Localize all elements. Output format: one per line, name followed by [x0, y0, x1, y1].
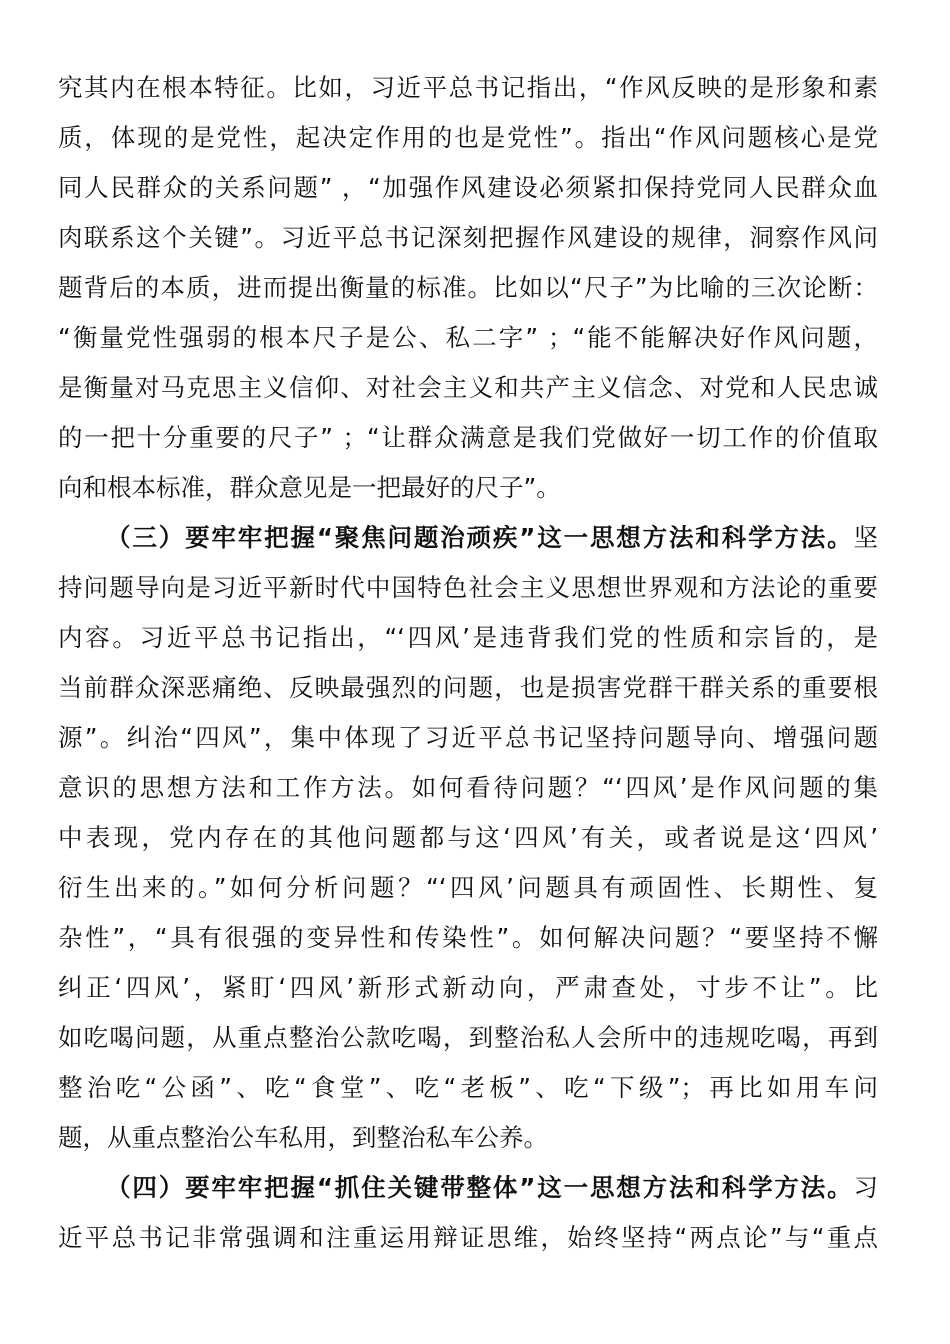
paragraph-line: 如吃喝问题，从重点整治公款吃喝，到整治私人会所中的违规吃喝，再到 [58, 1023, 878, 1052]
paragraph-line: 内容。习近平总书记指出，“‘四风’是违背我们党的性质和宗旨的，是 [58, 623, 878, 652]
paragraph-line: 究其内在根本特征。比如，习近平总书记指出，“作风反映的是形象和素 [58, 73, 878, 102]
paragraph-text: 坚 [853, 523, 878, 552]
section-heading: （三）要牢牢把握“聚焦问题治顽疾”这一思想方法和科学方法。 [106, 523, 854, 552]
paragraph-line: 当前群众深恶痛绝、反映最强烈的问题，也是损害党群干群关系的重要根 [58, 673, 878, 702]
section-heading: （四）要牢牢把握“抓住关键带整体”这一思想方法和科学方法。 [106, 1173, 854, 1202]
paragraph-line: 纠正‘四风’，紧盯‘四风’新形式新动向，严肃查处，寸步不让”。比 [58, 973, 878, 1002]
paragraph-line: 肉联系这个关键”。习近平总书记深刻把握作风建设的规律，洞察作风问 [58, 223, 878, 252]
paragraph-line: 的一把十分重要的尺子” ；“让群众满意是我们党做好一切工作的价值取 [58, 423, 878, 452]
paragraph-line: “衡量党性强弱的根本尺子是公、私二字” ；“能不能解决好作风问题， [58, 323, 878, 352]
paragraph-line: 源”。纠治“四风”，集中体现了习近平总书记坚持问题导向、增强问题 [58, 723, 878, 752]
paragraph-line: 题背后的本质，进而提出衡量的标准。比如以“尺子”为比喻的三次论断： [58, 273, 878, 302]
paragraph-line: 中表现，党内存在的其他问题都与这‘四风’有关，或者说是这‘四风’ [58, 823, 878, 852]
paragraph-line: 向和根本标准，群众意见是一把最好的尺子”。 [58, 473, 561, 502]
paragraph-line: 衍生出来的。”如何分析问题？“‘四风’问题具有顽固性、长期性、复 [58, 873, 878, 902]
paragraph-line: 意识的思想方法和工作方法。如何看待问题？“‘四风’是作风问题的集 [58, 773, 878, 802]
paragraph-line: 持问题导向是习近平新时代中国特色社会主义思想世界观和方法论的重要 [58, 573, 878, 602]
paragraph-line: 同人民群众的关系问题” ，“加强作风建设必须紧扣保持党同人民群众血 [58, 173, 878, 202]
paragraph-line: 质，体现的是党性，起决定作用的也是党性”。指出“作风问题核心是党 [58, 123, 878, 152]
paragraph-line: 整治吃“公函”、吃“食堂”、吃“老板”、吃“下级”；再比如用车问 [58, 1073, 878, 1102]
paragraph-text: 习 [853, 1173, 878, 1202]
paragraph-line: 是衡量对马克思主义信仰、对社会主义和共产主义信念、对党和人民忠诚 [58, 373, 878, 402]
section-heading-line [106, 513, 878, 563]
paragraph-line: 杂性”，“具有很强的变异性和传染性”。如何解决问题？“要坚持不懈 [58, 923, 878, 952]
section-heading-line [106, 1163, 878, 1213]
paragraph-line: 近平总书记非常强调和注重运用辩证思维，始终坚持“两点论”与“重点 [58, 1223, 878, 1252]
paragraph-line: 题，从重点整治公车私用，到整治私车公养。 [58, 1123, 548, 1152]
